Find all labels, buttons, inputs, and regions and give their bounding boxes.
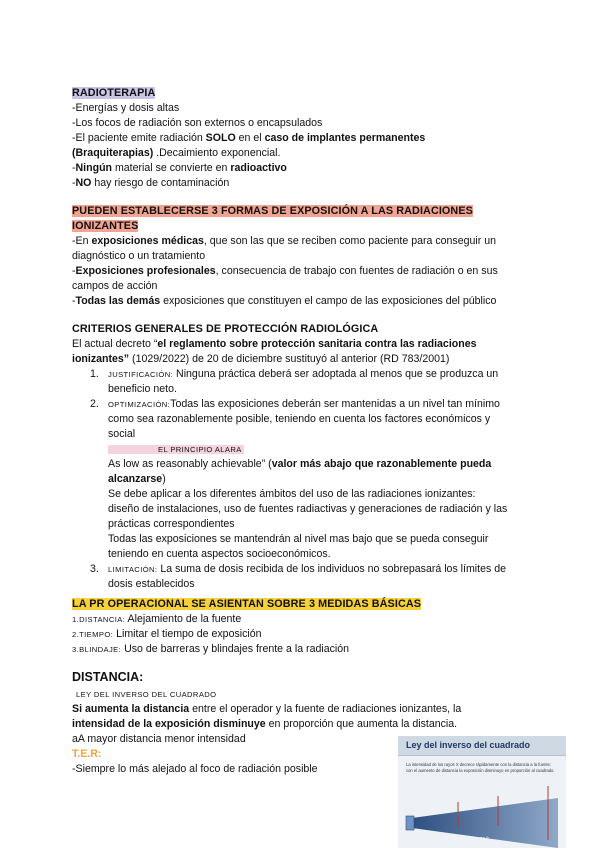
text-line: -Siempre lo más alejado al foco de radiación posible [72,763,318,775]
distancia-title: DISTANCIA: [72,670,144,684]
text-line: campos de acción [72,280,158,292]
text-line: -Exposiciones profesionales, consecuencia de trabajo con fuentes de radiación o en sus [72,265,498,277]
text-line: diagnóstico o un tratamiento [72,250,206,262]
text-line: Si aumenta la distancia entre el operador y la fuente de radiaciones ionizantes, la [72,703,462,715]
section-pr-operacional [72,597,532,657]
text-line: 2.TIEMPO: Limitar el tiempo de exposición [72,628,262,640]
text-line: -El paciente emite radiación SOLO en el caso de implantes permanentes [72,132,426,144]
text-line: ionizantes” (1029/2022) de 20 de diciembre sustituyó al anterior (RD 783/2001) [72,353,450,365]
list-item-justificacion: 1. JUSTIFICACIÓN: Ninguna práctica deberá ser adoptada al menos que se produzca un beneficio neto. [90,368,499,395]
section-criterios [72,322,532,592]
figure-drawing [398,736,566,848]
text-line: -Ningún material se convierte en radioactivo [72,162,287,174]
ter-label: T.E.R: [72,748,102,760]
formas-title-line1: PUEDEN ESTABLECERSE 3 FORMAS DE EXPOSICIÓN A LAS RADIACIONES [72,205,473,217]
figure-caption: La intensidad de los rayos X decrece rápidamente con la distancia a la fuente; con el aumento de distancia la exposición disminuye en proporción al cuadrado. [406,762,555,773]
formas-title-line2: IONIZANTES [72,220,139,232]
text-line: -Energías y dosis altas [72,102,180,114]
text-line: aA mayor distancia menor intensidad [72,733,246,745]
criterios-title: CRITERIOS GENERALES DE PROTECCIÓN RADIOLÓGICA [72,323,379,335]
inverse-square-figure [398,736,566,848]
text-line: 3.BLINDAJE: Uso de barreras y blindajes frente a la radiación [72,643,350,655]
text-line: 1.DISTANCIA: Alejamiento de la fuente [72,613,242,625]
text-line: intensidad de la exposición disminuye en proporción que aumenta la distancia. [72,718,458,730]
figure-title: Ley del inverso del cuadrado [398,736,566,756]
distancia-subtitle: LEY DEL INVERSO DEL CUADRADO [76,690,217,699]
text-line: El actual decreto “el reglamento sobre protección sanitaria contra las radiaciones [72,338,477,350]
section-formas-exposicion [72,204,532,309]
principio-alara-label: EL PRINCIPIO ALARA [108,445,244,454]
radiation-source-icon [406,816,414,830]
text-line: -Los focos de radiación son externos o encapsulados [72,117,323,129]
list-item-optimizacion: 2. OPTIMIZACIÓN:Todas las exposiciones deberán ser mantenidas a un nivel tan mínimo como sea razonablemente posible, teniendo en cuenta los factores económicos y social EL PRINCIPIO ALARA As low as reasonably achievable” (valor más abajo que razonablemente pueda alcanzarse) Se debe aplicar a los diferentes ámbitos del uso de las radiaciones ionizantes: diseño de instalaciones, uso de fuentes radiactivas y generaciones de radiación y las prácticas correspondientes Todas las exposiciones se mantendrán al nivel mas bajo que se pueda conseguir teniendo en cuenta aspectos socioeconómicos. [90,398,508,560]
pr-title: LA PR OPERACIONAL SE ASIENTAN SOBRE 3 MEDIDAS BÁSICAS [72,598,422,610]
list-item-limitacion: 3. LIMITACIÓN: La suma de dosis recibida de los individuos no sobrepasará los límites de dosis establecidos [90,563,507,590]
radioterapia-title: RADIOTERAPIA [72,87,156,99]
text-line: (Braquiterapias) .Decaimiento exponencial. [72,147,281,159]
text-line: -NO hay riesgo de contaminación [72,177,230,189]
figure-label-a: 25 ft [438,834,447,839]
text-line: -En exposiciones médicas, que son las que se reciben como paciente para conseguir un [72,235,497,247]
figure-label-b: 50 ft [480,836,489,841]
text-line: -Todas las demás exposiciones que constituyen el campo de las exposiciones del público [72,295,497,307]
section-radioterapia [72,86,532,191]
